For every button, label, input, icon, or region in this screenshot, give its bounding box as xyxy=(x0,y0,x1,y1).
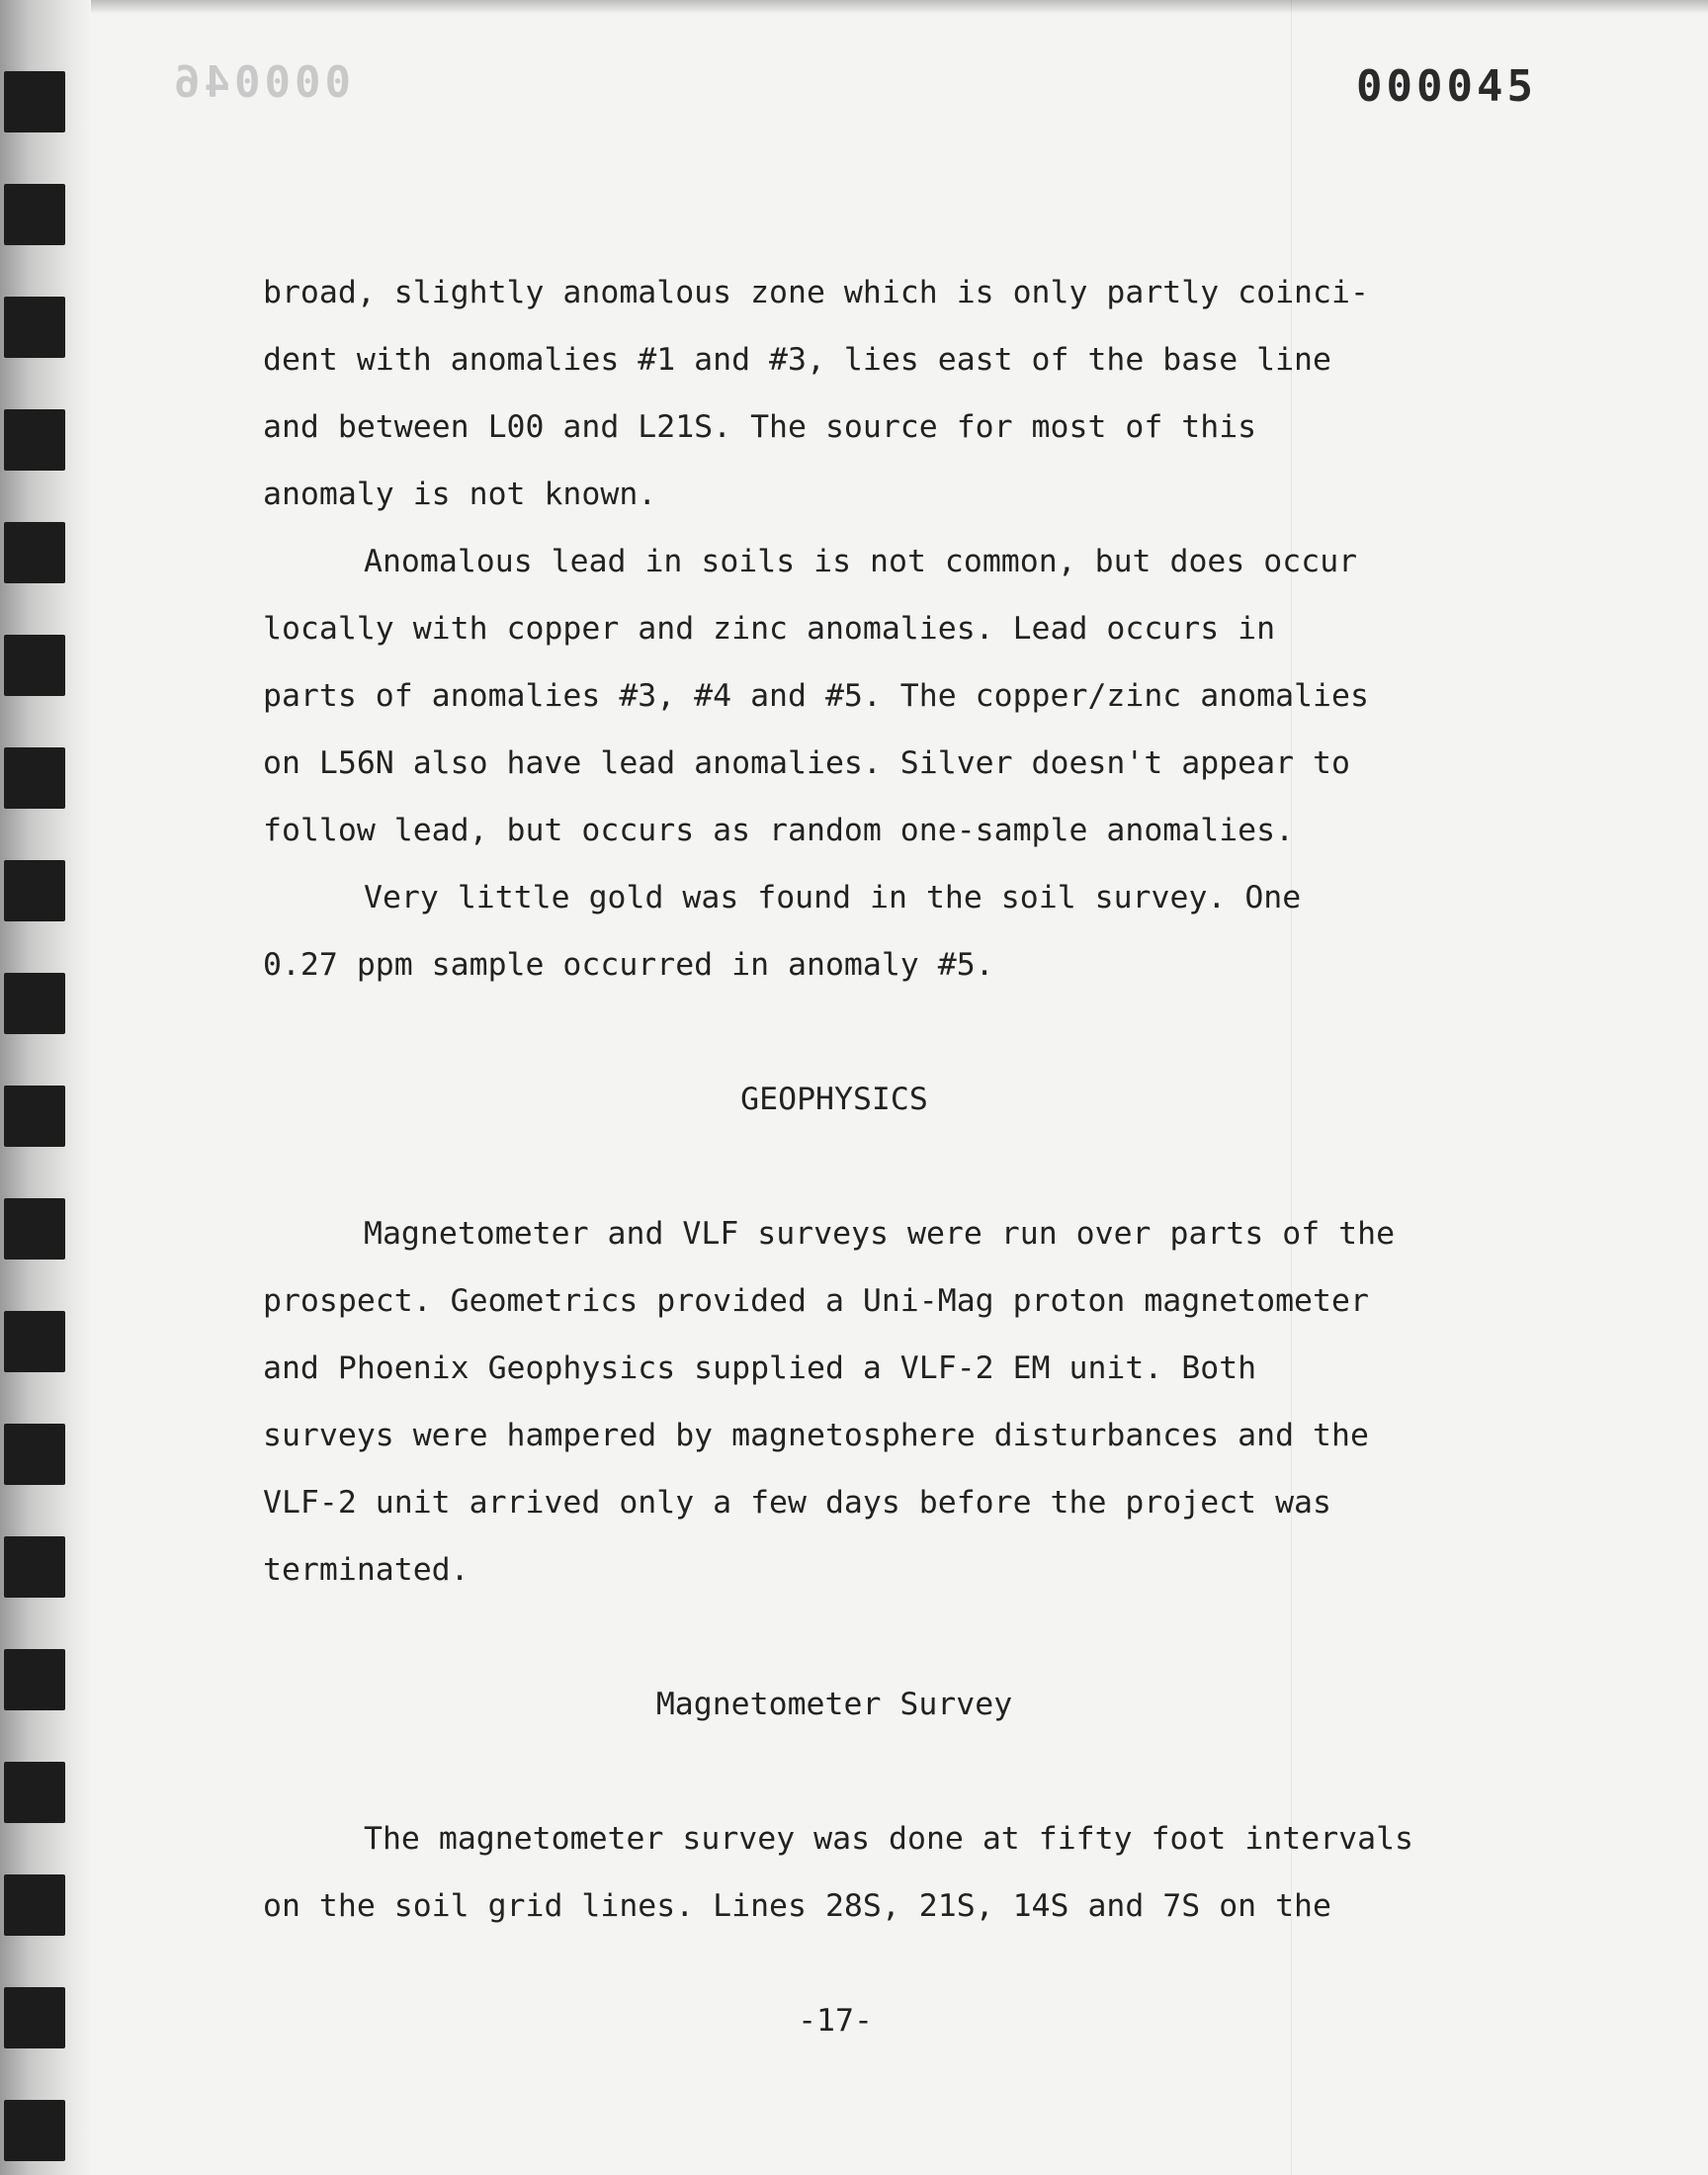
text-line: The magnetometer survey was done at fifty foot intervals xyxy=(364,1821,1414,1857)
page-code-bleedthrough: 000046 xyxy=(170,57,351,108)
text-line: terminated. xyxy=(263,1552,470,1588)
spacer xyxy=(263,1738,1548,1805)
text-line: surveys were hampered by magnetosphere disturbances and the xyxy=(263,1418,1369,1453)
spacer xyxy=(263,1604,1548,1671)
text-line: on the soil grid lines. Lines 28S, 21S, 14S and 7S on the xyxy=(263,1888,1331,1924)
binding-hole xyxy=(4,1536,65,1598)
text-line: broad, slightly anomalous zone which is only partly coinci- xyxy=(263,275,1369,310)
text-line: and between L00 and L21S. The source for most of this xyxy=(263,409,1257,445)
section-heading-magnetometer-survey: Magnetometer Survey xyxy=(655,1687,1013,1722)
text-line: VLF-2 unit arrived only a few days before the project was xyxy=(263,1485,1331,1521)
section-heading-geophysics: GEOPHYSICS xyxy=(740,1082,928,1117)
binding-hole xyxy=(4,2100,65,2161)
binding-strip xyxy=(0,0,91,2175)
binding-hole xyxy=(4,1762,65,1823)
text-line: Magnetometer and VLF surveys were run over parts of the xyxy=(364,1216,1396,1252)
binding-hole xyxy=(4,1198,65,1260)
text-line: and Phoenix Geophysics supplied a VLF-2 EM unit. Both xyxy=(263,1350,1257,1386)
binding-hole xyxy=(4,71,65,132)
binding-hole xyxy=(4,1086,65,1147)
binding-hole xyxy=(4,1424,65,1485)
binding-hole xyxy=(4,1874,65,1936)
page-number: -17- xyxy=(798,2003,873,2039)
text-line: prospect. Geometrics provided a Uni-Mag proton magnetometer xyxy=(263,1283,1369,1319)
page-top-edge xyxy=(0,0,1708,14)
binding-hole xyxy=(4,973,65,1034)
text-line: Very little gold was found in the soil survey. One xyxy=(364,880,1302,915)
binding-hole xyxy=(4,635,65,696)
binding-hole xyxy=(4,522,65,583)
page-code: 000045 xyxy=(1356,61,1537,112)
text-line: on L56N also have lead anomalies. Silver doesn't appear to xyxy=(263,745,1350,781)
binding-hole xyxy=(4,1649,65,1710)
binding-hole xyxy=(4,409,65,471)
binding-hole xyxy=(4,747,65,809)
binding-hole xyxy=(4,860,65,921)
spacer xyxy=(263,1133,1548,1200)
binding-hole xyxy=(4,297,65,358)
text-line: follow lead, but occurs as random one-sample anomalies. xyxy=(263,813,1295,848)
document-body xyxy=(263,259,1548,1940)
binding-hole xyxy=(4,1311,65,1372)
binding-hole xyxy=(4,184,65,245)
text-line: locally with copper and zinc anomalies. Lead occurs in xyxy=(263,611,1276,647)
spacer xyxy=(263,999,1548,1066)
text-line: anomaly is not known. xyxy=(263,477,657,512)
text-line: Anomalous lead in soils is not common, but does occur xyxy=(364,544,1358,579)
text-line: dent with anomalies #1 and #3, lies east of the base line xyxy=(263,342,1331,378)
text-line: parts of anomalies #3, #4 and #5. The copper/zinc anomalies xyxy=(263,678,1369,714)
text-line: 0.27 ppm sample occurred in anomaly #5. xyxy=(263,947,994,983)
